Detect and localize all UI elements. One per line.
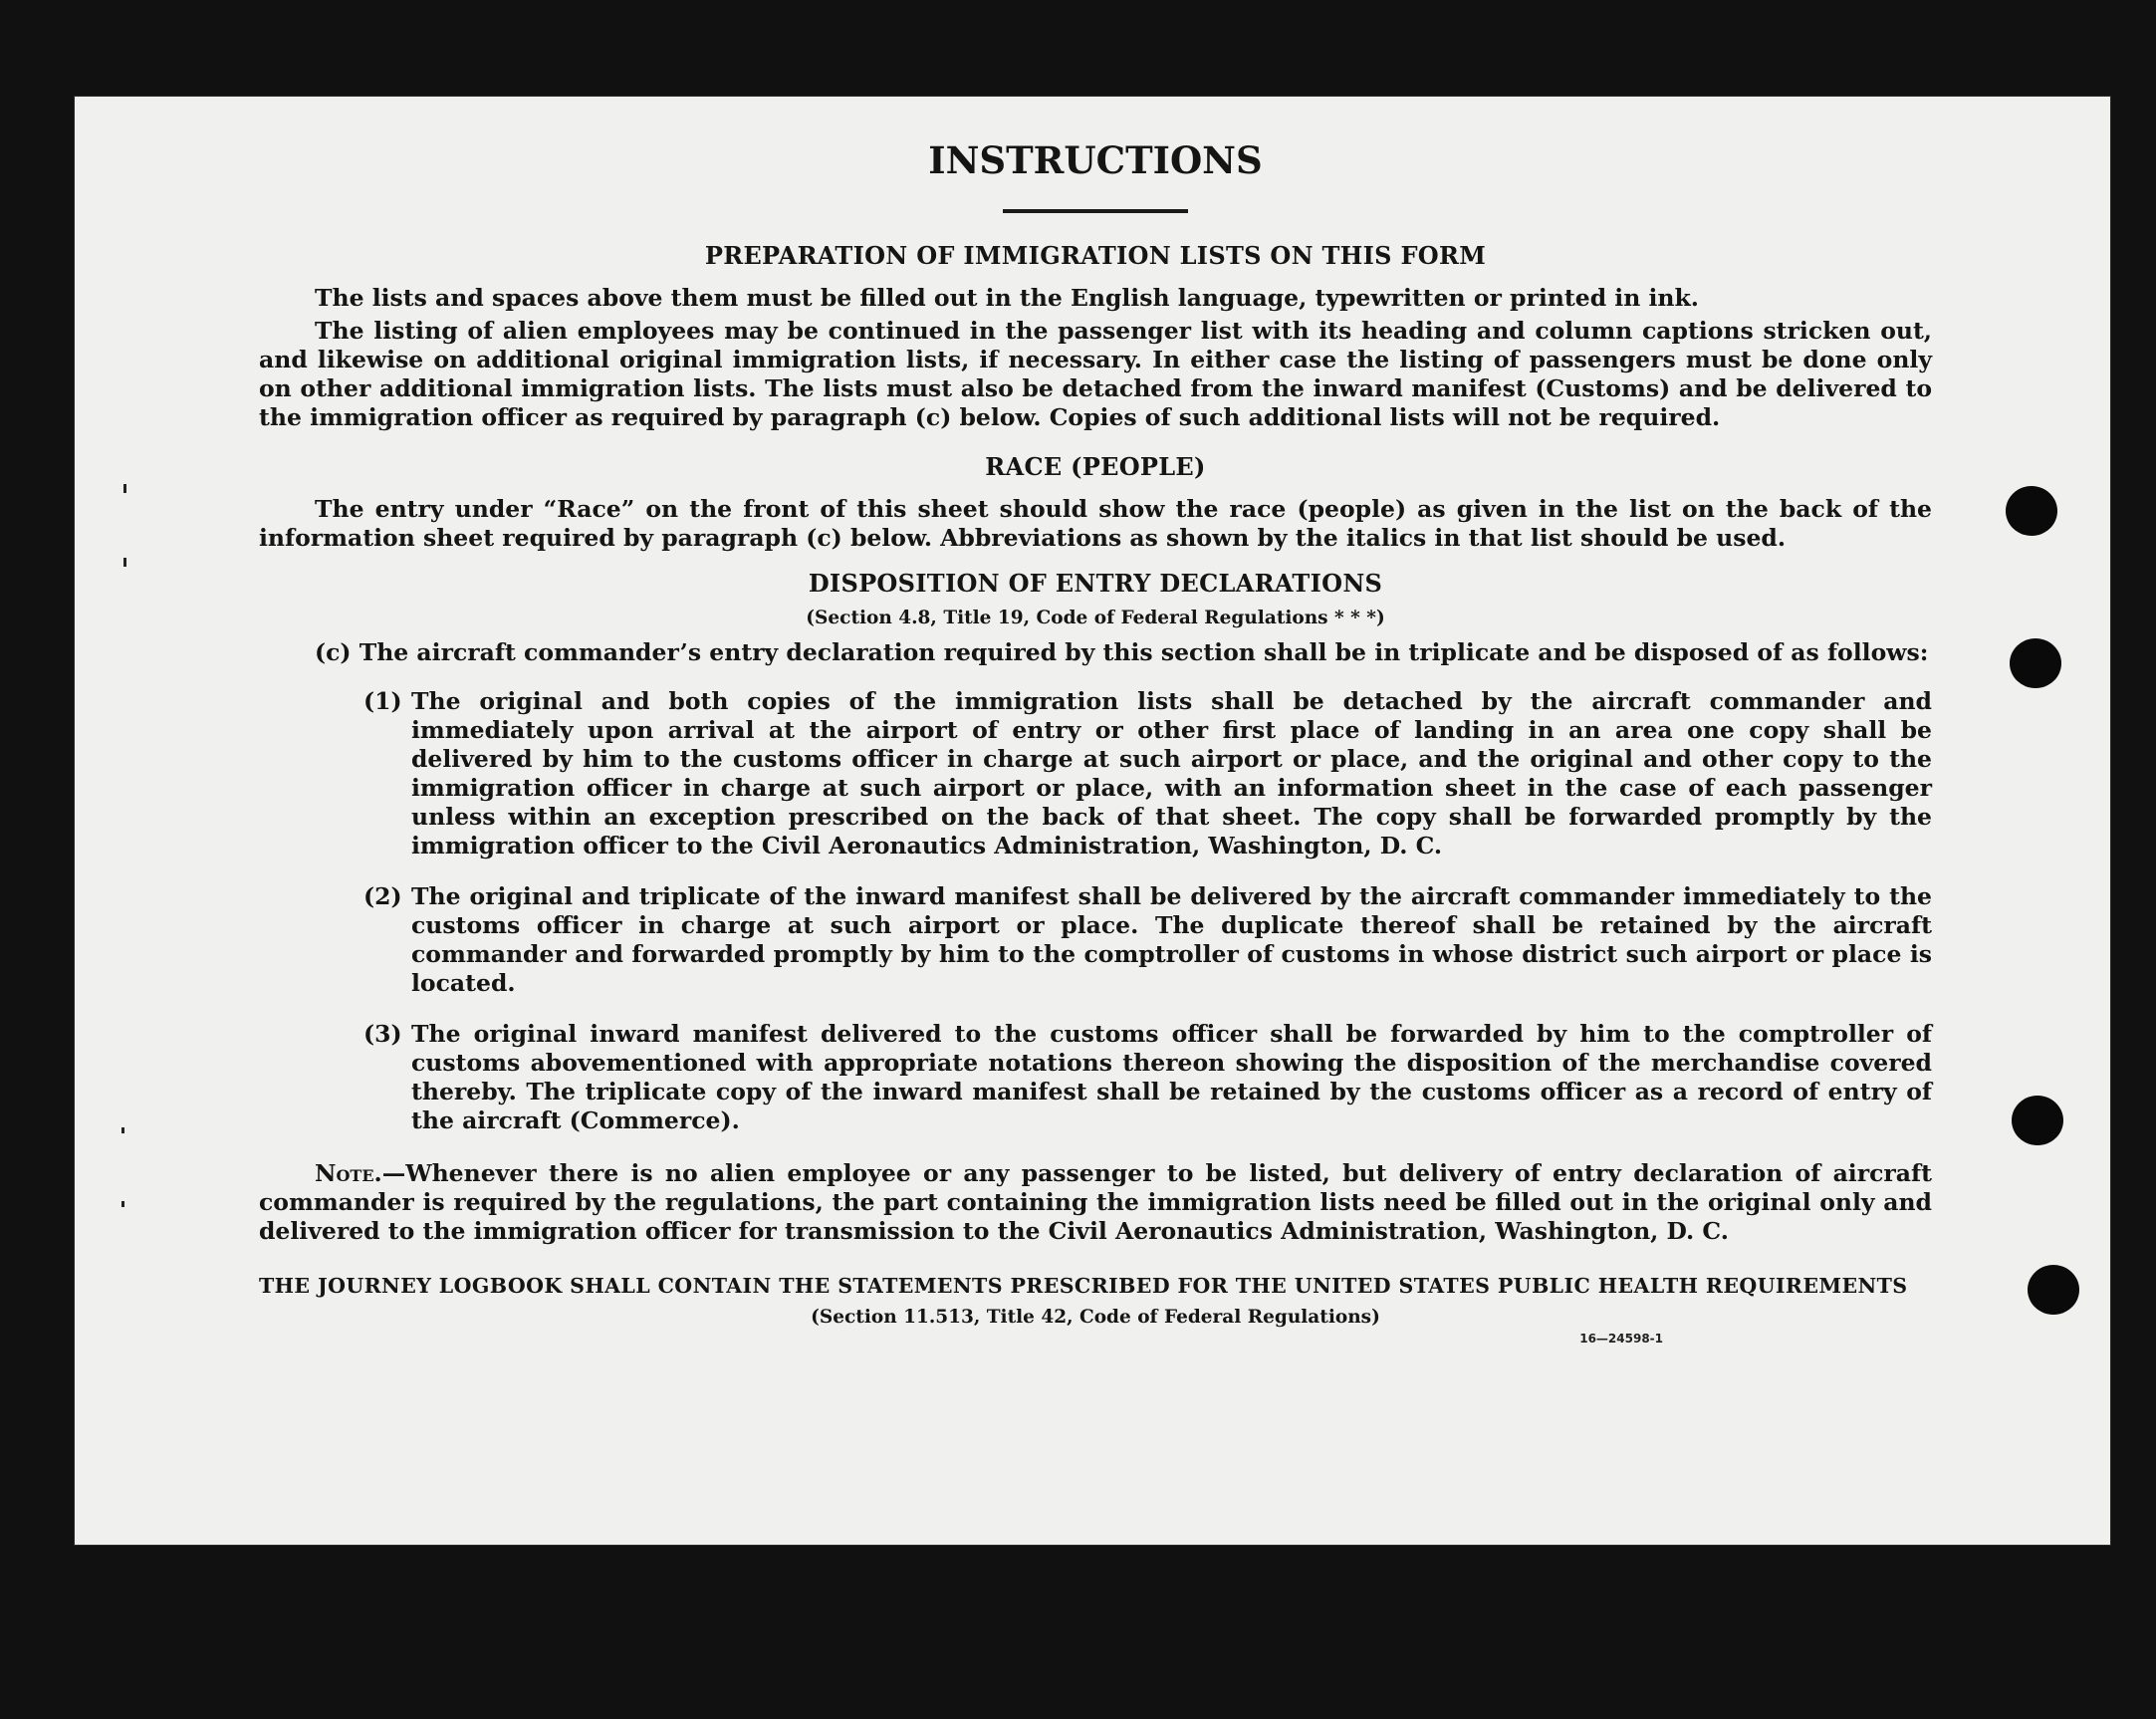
health-regulation-citation: (Section 11.513, Title 42, Code of Federal Regulations) <box>811 1307 1380 1328</box>
punch-hole <box>2028 1265 2079 1315</box>
list-item <box>363 687 1932 860</box>
margin-speck <box>121 1201 124 1207</box>
item-text: The original and triplicate of the inward manifest shall be delivered by the aircraft commander immediately to the customs officer in charge at such airport or place. The duplicate thereof shall be retained by the aircraft commander and forwarded promptly by him to the comptroller of customs in whose district such airport or place is located. <box>411 882 1932 997</box>
item-number: (3) <box>363 1020 402 1048</box>
section-heading-preparation: PREPARATION OF IMMIGRATION LISTS ON THIS FORM <box>704 241 1487 270</box>
punch-hole <box>2010 638 2061 688</box>
document-title: INSTRUCTIONS <box>928 138 1263 182</box>
journey-logbook-statement: THE JOURNEY LOGBOOK SHALL CONTAIN THE STATEMENTS PRESCRIBED FOR THE UNITED STATES PUBLIC HEALTH REQUIREMENTS <box>259 1274 1908 1298</box>
item-text: The original and both copies of the immigration lists shall be detached by the aircraft commander and immediately upon arrival at the airport of entry or other first place of landing in an area one copy shall be delivered by him to the customs officer in charge at such airport or place, and the original and other copy to the immigration officer in charge at such airport or place, with an information sheet in the case of each passenger unless within an exception prescribed on the back of that sheet. The copy shall be forwarded promptly by the immigration officer to the Civil Aeronautics Administration, Washington, D. C. <box>411 687 1932 860</box>
paragraph-lists-language: The lists and spaces above them must be filled out in the English language, typewritten or printed in ink. <box>315 284 1699 312</box>
form-number: 16—24598-1 <box>1579 1332 1663 1346</box>
margin-speck <box>123 484 126 493</box>
instructions-document <box>259 129 1932 1354</box>
paragraph-c-intro: (c) The aircraft commander’s entry declaration required by this section shall be in triplicate and be disposed of as follows: <box>315 638 1929 666</box>
note-text: —Whenever there is no alien employee or any passenger to be listed, but delivery of entry declaration of aircraft commander is required by the regulations, the part containing the immigration lists need be filled out in the original only and delivered to the immigration officer for transmission to the Civil Aeronautics Administration, Washington, D. C. <box>259 1159 1932 1245</box>
note-paragraph <box>259 1159 1932 1246</box>
section-heading-race: RACE (PEOPLE) <box>985 452 1206 481</box>
margin-speck <box>123 558 126 567</box>
list-item <box>363 1020 1932 1135</box>
item-text: The original inward manifest delivered to the customs officer shall be forwarded by him to the comptroller of customs abovementioned with appropriate notations thereon showing the disposition of the merchandise covered thereby. The triplicate copy of the inward manifest shall be retained by the customs officer as a record of entry of the aircraft (Commerce). <box>411 1020 1932 1134</box>
note-label: Note. <box>315 1159 382 1187</box>
regulation-citation: (Section 4.8, Title 19, Code of Federal Regulations * * *) <box>806 608 1385 628</box>
paragraph-alien-employees: The listing of alien employees may be continued in the passenger list with its heading and column captions stricken out, and likewise on additional original immigration lists, if necessary. In either case the listing of passengers must be done only on other additional immigration lists. The lists must also be detached from the inward manifest (Customs) and be delivered to the immigration officer as required by paragraph (c) below. Copies of such additional lists will not be required. <box>259 317 1932 431</box>
punch-hole <box>2012 1096 2063 1145</box>
title-rule <box>1003 209 1188 213</box>
item-number: (2) <box>363 882 402 910</box>
punch-hole <box>2006 486 2057 536</box>
paragraph-race-entry: The entry under “Race” on the front of this sheet should show the race (people) as given in the list on the back of the information sheet required by paragraph (c) below. Abbreviations as shown by the italics in that list should be used. <box>259 495 1932 552</box>
item-number: (1) <box>363 687 402 715</box>
margin-speck <box>121 1127 124 1133</box>
list-item <box>363 882 1932 998</box>
section-heading-disposition: DISPOSITION OF ENTRY DECLARATIONS <box>808 569 1383 598</box>
